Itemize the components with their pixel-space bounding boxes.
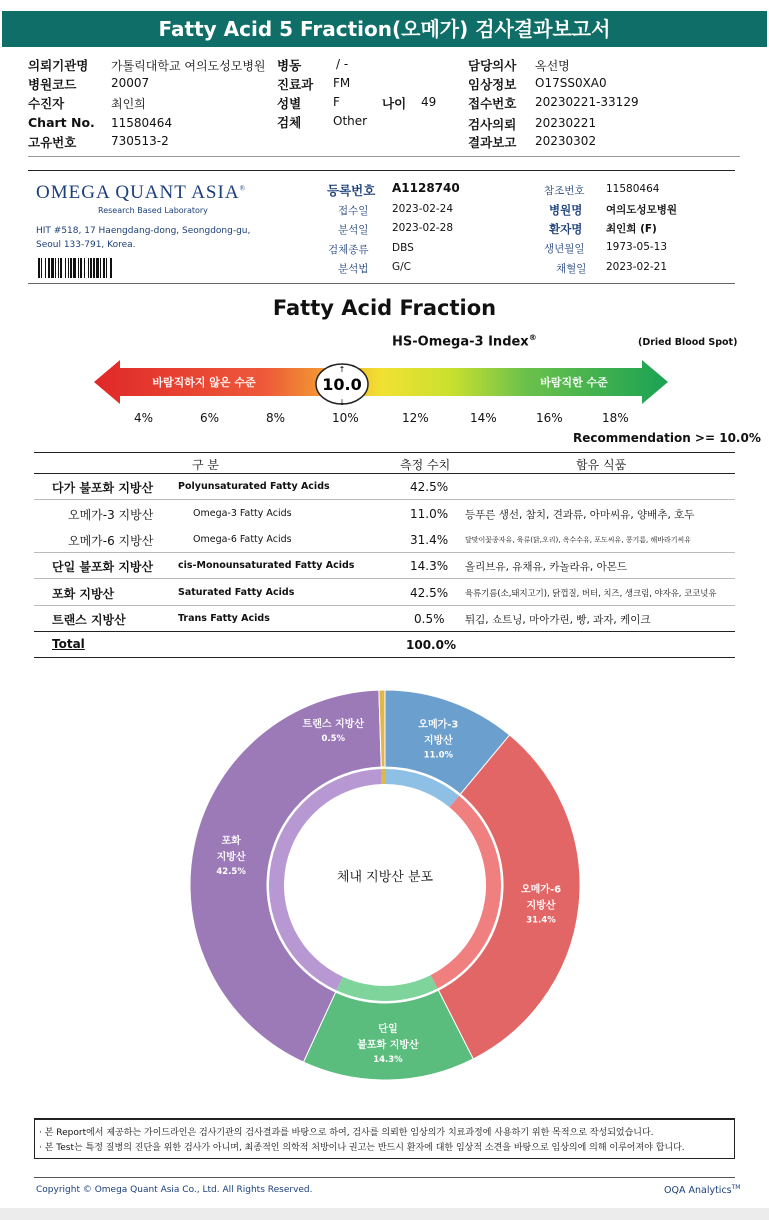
specimen-label: 검체 bbox=[277, 115, 302, 130]
donut-slice-name: 단일 bbox=[378, 1023, 398, 1035]
barcode-bar bbox=[100, 258, 101, 278]
col-header-food: 함유 식품 bbox=[576, 458, 627, 472]
copyright: Copyright © Omega Quant Asia Co., Ltd. All Rights Reserved. bbox=[36, 1185, 313, 1195]
index-label bbox=[392, 333, 537, 349]
donut-slice-value: 31.4% bbox=[526, 915, 556, 926]
report-date-label: 결과보고 bbox=[468, 135, 517, 150]
footer-brand bbox=[664, 1184, 740, 1196]
index-label-text: HS-Omega-3 Index bbox=[392, 334, 529, 350]
barcode-bar bbox=[88, 258, 89, 278]
sex-label: 성별 bbox=[277, 96, 302, 111]
page-bottom-band bbox=[0, 1208, 769, 1220]
donut-slice-value: 42.5% bbox=[216, 866, 246, 877]
ref-no-label: 참조번호 bbox=[544, 185, 585, 197]
donut-slice-value: 0.5% bbox=[321, 733, 346, 744]
report-title: Fatty Acid 5 Fraction(오메가) 검사결과보고서 bbox=[2, 11, 767, 47]
reg-no-label: 등록번호 bbox=[327, 183, 376, 198]
hospital-code-label: 병원코드 bbox=[28, 77, 77, 92]
patient-name-value: 최인희 (F) bbox=[606, 223, 657, 235]
donut-slice-name: 불포화 지방산 bbox=[357, 1039, 419, 1051]
total-value: 100.0% bbox=[406, 638, 456, 652]
col-header-value: 측정 수치 bbox=[400, 458, 451, 472]
barcode-image bbox=[38, 258, 168, 278]
age-value: 49 bbox=[421, 95, 437, 109]
barcode-bar bbox=[90, 258, 92, 278]
doctor-label: 담당의사 bbox=[468, 58, 517, 73]
notice-line-2: · 본 Test는 특정 질병의 진단을 위한 검사가 아니며, 최종적인 의학적 처방이나 권고는 반드시 환자에 대한 임상적 소견을 바탕으로 임상의에 의해 이루어져야 합니다. bbox=[39, 1143, 685, 1153]
footer-brand-tm: TM bbox=[731, 1184, 741, 1191]
patient-value: 최인희 bbox=[111, 97, 146, 111]
donut-slice-value: 11.0% bbox=[423, 750, 454, 761]
dept-label: 진료과 bbox=[277, 77, 314, 92]
age-label: 나이 bbox=[382, 96, 407, 111]
clinical-value: O17SS0XA0 bbox=[535, 76, 607, 90]
barcode-bar bbox=[60, 258, 62, 278]
receipt-value: 20230221-33129 bbox=[535, 95, 639, 109]
row-category-en: Saturated Fatty Acids bbox=[178, 587, 295, 598]
donut-slice-name: 지방산 bbox=[216, 851, 246, 863]
tick-label: 4% bbox=[134, 411, 154, 425]
tick-label: 18% bbox=[602, 411, 629, 425]
ref-no-value: 11580464 bbox=[606, 183, 660, 195]
clinical-label: 임상정보 bbox=[468, 77, 517, 92]
gauge-good-label: 바람직한 수준 bbox=[540, 376, 608, 389]
lab-subtitle: Research Based Laboratory bbox=[98, 206, 208, 215]
row-category-en: Omega-3 Fatty Acids bbox=[193, 508, 292, 519]
omega-index-gauge bbox=[94, 358, 674, 410]
row-value: 42.5% bbox=[410, 480, 449, 494]
row-value: 31.4% bbox=[410, 533, 449, 547]
row-category-en: Omega-6 Fatty Acids bbox=[193, 534, 292, 545]
barcode-bar bbox=[58, 258, 59, 278]
gauge-down-arrow-icon: ↓ bbox=[338, 398, 346, 407]
receive-date-value: 2023-02-24 bbox=[392, 203, 454, 215]
donut-slice-name: 오메가-3 bbox=[418, 719, 459, 731]
donut-label-0 bbox=[417, 717, 458, 760]
barcode-bar bbox=[41, 258, 42, 278]
lab-logo-tm: ® bbox=[239, 184, 246, 193]
barcode-bar bbox=[55, 258, 56, 278]
analysis-date-label: 분석일 bbox=[338, 224, 369, 236]
receipt-label: 접수번호 bbox=[468, 96, 517, 111]
barcode-bar bbox=[65, 258, 66, 278]
chart-no-value: 11580464 bbox=[111, 116, 173, 130]
row-category-ko: 트랜스 지방산 bbox=[52, 613, 126, 627]
gauge-up-arrow-icon: ↑ bbox=[338, 365, 346, 374]
footer-brand-text: OQA Analytics bbox=[664, 1185, 732, 1197]
row-category-ko: 포화 지방산 bbox=[52, 587, 115, 601]
barcode-bar bbox=[48, 258, 50, 278]
row-value: 0.5% bbox=[414, 612, 445, 626]
lab-address-1: HIT #518, 17 Haengdang-dong, Seongdong-gu, bbox=[36, 226, 251, 236]
doctor-value: 옥선명 bbox=[535, 59, 570, 73]
notice-line-1: · 본 Report에서 제공하는 가이드라인은 검사기관의 검사결과를 바탕으로 하여, 검사를 의뢰한 임상의가 치료과정에 사용하기 위한 목적으로 작성되었습니다. bbox=[39, 1128, 654, 1138]
donut-slice-name: 포화 bbox=[221, 835, 241, 847]
donut-inner-slice-4 bbox=[381, 769, 385, 784]
donut-slice-name: 지방산 bbox=[526, 900, 556, 912]
row-category-en: Polyunsaturated Fatty Acids bbox=[178, 481, 330, 492]
barcode-bar bbox=[80, 258, 82, 278]
gauge-ticks bbox=[0, 411, 769, 427]
total-label: Total bbox=[52, 637, 85, 651]
sample-type-value: DBS bbox=[392, 242, 414, 254]
unique-no-value: 730513-2 bbox=[111, 134, 169, 148]
barcode-bar bbox=[103, 258, 105, 278]
patient-name-label: 환자명 bbox=[549, 222, 583, 236]
row-food: 육류기름(소,돼지고기), 닭껍질, 버터, 치즈, 생크림, 야자유, 코코넛유 bbox=[465, 588, 717, 598]
recommendation: Recommendation >= 10.0% bbox=[573, 431, 761, 445]
row-category-en: Trans Fatty Acids bbox=[178, 613, 270, 624]
tick-label: 14% bbox=[470, 411, 497, 425]
ward-label: 병동 bbox=[277, 58, 302, 73]
tick-label: 10% bbox=[332, 411, 359, 425]
barcode-bar bbox=[93, 258, 95, 278]
barcode-bar bbox=[70, 258, 72, 278]
sex-value: F bbox=[333, 95, 340, 109]
dob-value: 1973-05-13 bbox=[606, 241, 668, 253]
institution-label: 의뢰기관명 bbox=[28, 58, 89, 73]
fatty-acid-donut-chart bbox=[184, 684, 586, 1086]
lab-address-2: Seoul 133-791, Korea. bbox=[36, 240, 136, 250]
row-food: 튀김, 쇼트닝, 마아가린, 빵, 과자, 케이크 bbox=[465, 614, 651, 626]
row-food: 달맞이꽃종자유, 육류(닭,오리), 옥수수유, 포도씨유, 콩기름, 해바라기씨유 bbox=[465, 536, 692, 544]
request-label: 검사의뢰 bbox=[468, 117, 517, 132]
barcode-bar bbox=[110, 258, 112, 278]
barcode-bar bbox=[38, 258, 40, 278]
fraction-heading: Fatty Acid Fraction bbox=[272, 296, 497, 320]
row-food: 등푸른 생선, 참치, 견과류, 아마씨유, 양배추, 호두 bbox=[465, 509, 695, 521]
barcode-bar bbox=[78, 258, 79, 278]
row-food: 올리브유, 유채유, 카놀라유, 아몬드 bbox=[465, 561, 628, 573]
lab-logo bbox=[36, 182, 246, 204]
row-category-ko: 단일 불포화 지방산 bbox=[52, 560, 154, 574]
report-date-value: 20230302 bbox=[535, 134, 597, 148]
tick-label: 8% bbox=[266, 411, 286, 425]
tick-label: 16% bbox=[536, 411, 563, 425]
donut-slice-name: 오메가-6 bbox=[520, 884, 562, 896]
row-value: 42.5% bbox=[410, 586, 449, 600]
receive-date-label: 접수일 bbox=[338, 205, 369, 217]
draw-date-label: 채혈일 bbox=[556, 263, 587, 275]
index-reg: ® bbox=[528, 333, 537, 342]
chart-no-label: Chart No. bbox=[28, 115, 95, 130]
dried-blood-spot: (Dried Blood Spot) bbox=[638, 337, 738, 348]
donut-slice-name: 트랜스 지방산 bbox=[302, 718, 364, 730]
donut-slice-value: 14.3% bbox=[373, 1054, 403, 1065]
institution-value: 가톨릭대학교 여의도성모병원 bbox=[111, 59, 266, 73]
barcode-bar bbox=[106, 258, 107, 278]
method-label: 분석법 bbox=[338, 263, 369, 275]
reg-no-value: A1128740 bbox=[392, 181, 460, 195]
row-value: 14.3% bbox=[410, 559, 449, 573]
gauge-bad-label: 바람직하지 않은 수준 bbox=[152, 376, 256, 389]
method-value: G/C bbox=[392, 261, 412, 273]
lab-logo-text: OMEGA QUANT ASIA bbox=[36, 182, 240, 203]
row-category-ko: 오메가-6 지방산 bbox=[68, 534, 154, 548]
sample-type-label: 검체종류 bbox=[328, 244, 369, 256]
barcode-bar bbox=[73, 258, 76, 278]
barcode-bar bbox=[45, 258, 46, 278]
dept-value: FM bbox=[333, 76, 351, 90]
row-category-ko: 오메가-3 지방산 bbox=[68, 508, 154, 522]
dob-label: 생년월일 bbox=[544, 243, 585, 255]
notice-box bbox=[34, 1118, 735, 1159]
donut-label-1 bbox=[520, 883, 561, 926]
barcode-bar bbox=[96, 258, 99, 278]
hospital-name-label: 병원명 bbox=[549, 203, 583, 217]
hospital-name-value: 여의도성모병원 bbox=[606, 204, 678, 216]
row-value: 11.0% bbox=[410, 507, 449, 521]
donut-slice-name: 지방산 bbox=[423, 735, 453, 747]
analysis-date-value: 2023-02-28 bbox=[392, 222, 454, 234]
gauge-value: 10.0 bbox=[322, 375, 362, 394]
request-value: 20230221 bbox=[535, 116, 597, 130]
patient-label: 수진자 bbox=[28, 96, 65, 111]
tick-label: 6% bbox=[200, 411, 220, 425]
col-header-category: 구 분 bbox=[192, 458, 219, 472]
row-category-en: cis-Monounsaturated Fatty Acids bbox=[178, 560, 355, 571]
specimen-value: Other bbox=[333, 114, 368, 128]
barcode-bar bbox=[51, 258, 54, 278]
row-category-ko: 다가 불포화 지방산 bbox=[52, 481, 154, 495]
donut-center-label: 체내 지방산 분포 bbox=[336, 870, 434, 885]
barcode-bar bbox=[68, 258, 69, 278]
unique-no-label: 고유번호 bbox=[28, 135, 77, 150]
ward-value: / - bbox=[336, 57, 349, 71]
barcode-bar bbox=[84, 258, 85, 278]
hospital-code-value: 20007 bbox=[111, 76, 150, 90]
draw-date-value: 2023-02-21 bbox=[606, 261, 668, 273]
tick-label: 12% bbox=[402, 411, 429, 425]
